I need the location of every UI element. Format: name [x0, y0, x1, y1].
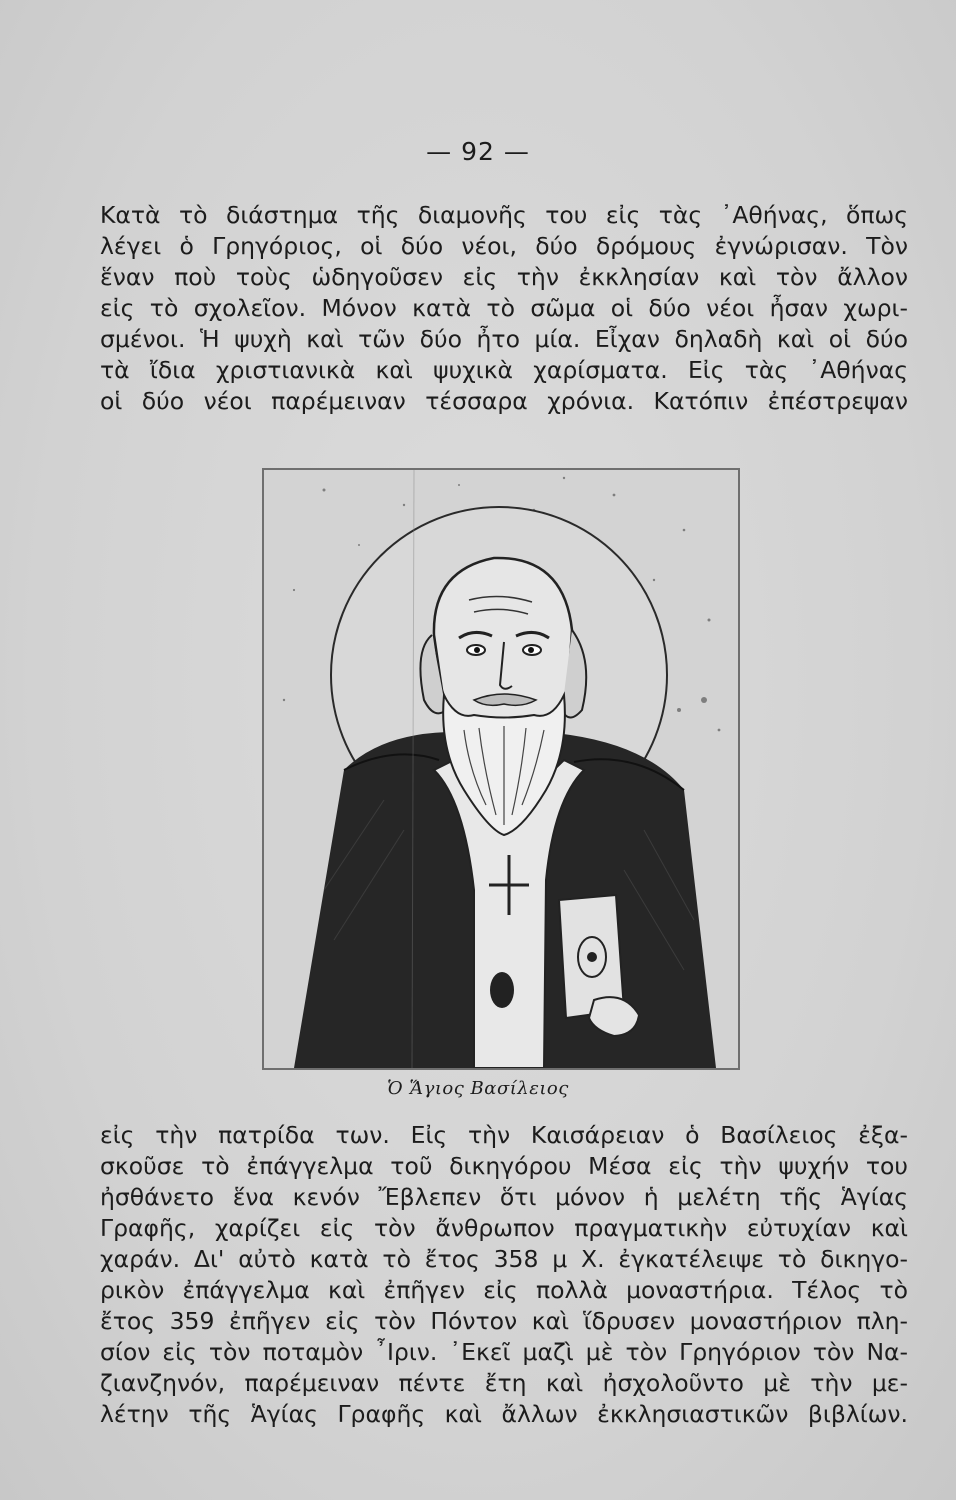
text-line: τὰ ἴδια χριστιανικὰ καὶ ψυχικὰ χαρίσματα. Εἰς τὰς ᾿Αθήνας: [100, 356, 908, 384]
text-line: Κατὰ τὸ διάστημα τῆς διαμονῆς του εἰς τὰς ᾿Αθήνας, ὅπως: [100, 201, 908, 229]
text-line: λέτην τῆς Ἁγίας Γραφῆς καὶ ἄλλων ἐκκλησιαστικῶν βιβλίων.: [100, 1400, 908, 1428]
text-line: ζιανζηνόν, παρέμειναν πέντε ἔτη καὶ ἠσχολοῦντο μὲ τὴν με-: [100, 1369, 908, 1397]
text-line: ἕναν ποὺ τοὺς ὡδηγοῦσεν εἰς τὴν ἐκκλησίαν καὶ τὸν ἄλλον: [100, 263, 908, 291]
text-line: σκοῦσε τὸ ἐπάγγελμα τοῦ δικηγόρου Μέσα εἰς τὴν ψυχήν του: [100, 1152, 908, 1180]
text-line: σίον εἰς τὸν ποταμὸν ῏Ιριν. ᾿Εκεῖ μαζὶ μὲ τὸν Γρηγόριον τὸν Να-: [100, 1338, 908, 1366]
text-line: χαράν. Δι' αὐτὸ κατὰ τὸ ἔτος 358 μ Χ. ἐγκατέλειψε τὸ δικηγο-: [100, 1245, 908, 1273]
illustration-caption: Ὁ Ἅγιος Βασίλειος: [387, 1078, 569, 1099]
text-line: εἰς τὴν πατρίδα των. Εἰς τὴν Καισάρειαν ὁ Βασίλειος ἐξα-: [100, 1121, 908, 1149]
bottom-paragraph: [100, 1120, 908, 1430]
text-line: οἱ δύο νέοι παρέμειναν τέσσαρα χρόνια. Κατόπιν ἐπέστρεψαν: [100, 387, 908, 415]
text-line: Γραφῆς, χαρίζει εἰς τὸν ἄνθρωπον πραγματικὴν εὐτυχίαν καὶ: [100, 1214, 908, 1242]
saint-basil-icon: [264, 470, 738, 1068]
saint-basil-illustration: [262, 468, 740, 1070]
text-line: λέγει ὁ Γρηγόριος, οἱ δύο νέοι, δύο δρόμους ἐγνώρισαν. Τὸν: [100, 232, 908, 260]
text-line: ἔτος 359 ἐπῆγεν εἰς τὸν Πόντον καὶ ἵδρυσεν μοναστήριον πλη-: [100, 1307, 908, 1335]
text-line: ρικὸν ἐπάγγελμα καὶ ἐπῆγεν εἰς πολλὰ μοναστήρια. Τέλος τὸ: [100, 1276, 908, 1304]
top-paragraph: [100, 200, 908, 417]
text-line: ἠσθάνετο ἕνα κενόν Ἔβλεπεν ὅτι μόνον ἡ μελέτη τῆς Ἁγίας: [100, 1183, 908, 1211]
text-line: εἰς τὸ σχολεῖον. Μόνον κατὰ τὸ σῶμα οἱ δύο νέοι ἦσαν χωρι-: [100, 294, 908, 322]
text-line: σμένοι. Ἡ ψυχὴ καὶ τῶν δύο ἦτο μία. Εἶχαν δηλαδὴ καὶ οἱ δύο: [100, 325, 908, 353]
page-number: — 92 —: [426, 137, 530, 166]
